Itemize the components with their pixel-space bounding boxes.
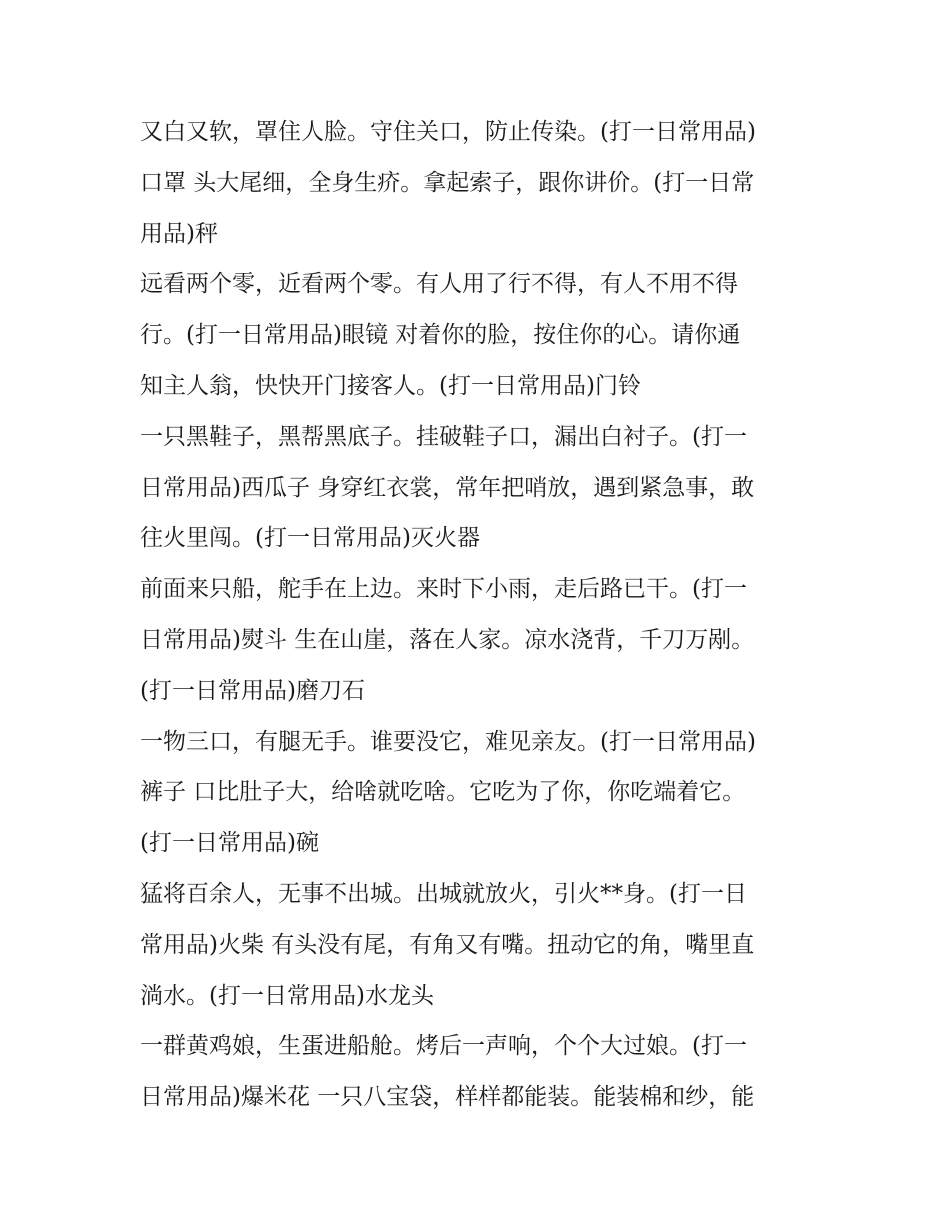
text-line: 日常用品)熨斗 生在山崖，落在人家。凉水浇背，千刀万剐。 [140, 626, 755, 653]
text-line: 口罩 头大尾细，全身生疥。拿起索子，跟你讲价。(打一日常 [140, 169, 755, 196]
text-line: (打一日常用品)磨刀石 [140, 677, 365, 704]
text-line: 猛将百余人，无事不出城。出城就放火，引火**身。(打一日 [140, 880, 747, 907]
text-line: 淌水。(打一日常用品)水龙头 [140, 982, 434, 1009]
text-line: 一只黑鞋子，黑帮黑底子。挂破鞋子口，漏出白衬子。(打一 [140, 423, 747, 450]
riddle-text-block [140, 107, 820, 1123]
text-line: 一物三口，有腿无手。谁要没它，难见亲友。(打一日常用品) [140, 728, 756, 755]
text-line: 用品)秤 [140, 220, 218, 247]
text-line: 日常用品)西瓜子 身穿红衣裳，常年把哨放，遇到紧急事，敢 [140, 474, 755, 501]
text-line: (打一日常用品)碗 [140, 830, 319, 857]
text-line: 往火里闯。(打一日常用品)灭火器 [140, 525, 480, 552]
text-line: 一群黄鸡娘，生蛋进船舱。烤后一声响，个个大过娘。(打一 [140, 1033, 747, 1060]
text-line: 日常用品)爆米花 一只八宝袋，样样都能装。能装棉和纱，能 [140, 1084, 755, 1111]
text-line: 前面来只船，舵手在上边。来时下小雨，走后路已干。(打一 [140, 576, 747, 603]
text-line: 裤子 口比肚子大，给啥就吃啥。它吃为了你，你吃端着它。 [140, 779, 746, 806]
text-line: 远看两个零，近看两个零。有人用了行不得，有人不用不得 [140, 271, 738, 298]
text-line: 知主人翁，快快开门接客人。(打一日常用品)门铃 [140, 372, 641, 399]
text-line: 又白又软，罩住人脸。守住关口，防止传染。(打一日常用品) [140, 119, 756, 145]
text-line: 常用品)火柴 有头没有尾，有角又有嘴。扭动它的角，嘴里直 [140, 931, 755, 958]
text-line: 行。(打一日常用品)眼镜 对着你的脸，按住你的心。请你通 [140, 322, 741, 349]
